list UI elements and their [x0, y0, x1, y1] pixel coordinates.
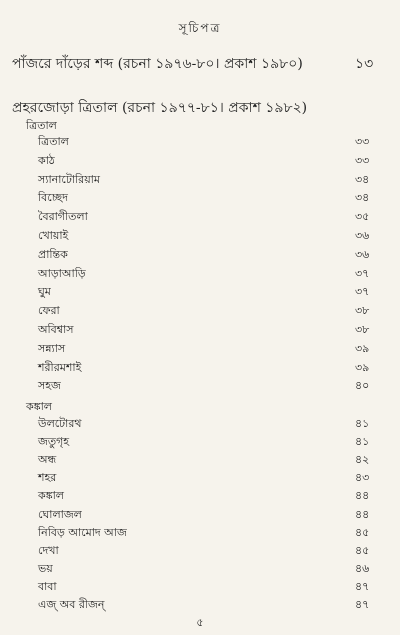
page-number: ৪৫: [355, 525, 370, 539]
page-number: ৩৮: [355, 304, 370, 318]
page-number: ৩৬: [355, 247, 370, 261]
entry-title: সহজ: [38, 379, 61, 393]
page-number: ৩৭: [355, 285, 370, 299]
page-number: ৩৯: [355, 341, 370, 355]
entry-title: অন্ধ: [38, 453, 57, 467]
entry-title: অবিশ্বাস: [38, 323, 74, 336]
book-title: পাঁজরে দাঁড়ের শব্দ (রচনা ১৯৭৬-৮০। প্রকাশ ১৯৮০): [12, 56, 303, 72]
page-number: ৪২: [355, 453, 370, 467]
page-number: ৪৪: [355, 489, 370, 503]
page-number: ৩৯: [355, 360, 370, 374]
book-title: প্রহরজোড়া ত্রিতাল (রচনা ১৯৭৭-৮১। প্রকাশ ১৯৮২): [12, 100, 308, 116]
entry-title: প্রান্তিক: [38, 247, 68, 261]
entry-title: উলটোরথ: [38, 417, 82, 430]
page-number: ৪৫: [355, 543, 370, 557]
page-number: ৪৭: [355, 579, 370, 593]
section-title: ত্রিতাল: [26, 119, 57, 132]
entry-title: শরীরমশাই: [38, 360, 82, 374]
entry-title: সন্ন্যাস: [38, 341, 66, 355]
section-title: কঙ্কাল: [26, 400, 52, 413]
page-number: ৪০: [355, 379, 370, 393]
page-number: ৪৭: [355, 598, 370, 611]
entry-title: ভয়: [38, 561, 53, 575]
page-number: ৩৪: [355, 191, 370, 205]
entry-title: এজ্ অব রীজন্: [38, 598, 105, 611]
entry-title: কঙ্কাল: [38, 489, 64, 503]
entry-title: নিবিড় আমোদ আজ: [38, 525, 127, 539]
entry-title: ফেরা: [38, 304, 60, 318]
footer-page-number: ৫: [196, 616, 204, 629]
page-number: ৪৪: [355, 507, 370, 521]
entry-title: আড়াআড়ি: [38, 266, 86, 280]
page-number: ৪৬: [355, 561, 370, 575]
page-number: ৩৩: [355, 153, 370, 167]
entry-title: বৈরাগীতলা: [38, 210, 88, 224]
entry-title: ঘোলাজল: [38, 507, 82, 521]
page-number: ৩৫: [355, 210, 370, 224]
entry-title: বাবা: [38, 579, 57, 593]
page-heading: সূচিপত্র: [178, 21, 222, 35]
entry-title: ঘুম: [38, 285, 51, 299]
page-number: ৩৬: [355, 229, 370, 242]
page-number: ৪১: [355, 417, 370, 430]
page-number: ৩৩: [355, 135, 370, 148]
entry-title: দেখা: [38, 543, 59, 557]
page-number: ১৩: [355, 56, 374, 72]
entry-title: ত্রিতাল: [38, 135, 69, 148]
entry-title: স্যানাটোরিয়াম: [38, 172, 100, 186]
page-number: ৪১: [355, 435, 370, 449]
entry-title: কাঠ: [38, 153, 55, 167]
entry-title: খোয়াই: [38, 229, 69, 242]
entry-title: বিচ্ছেদ: [38, 191, 68, 205]
entry-title: শহর: [38, 471, 57, 485]
page-number: ৩৮: [355, 323, 370, 336]
page-number: ৩৪: [355, 172, 370, 186]
entry-title: জতুগৃহ: [38, 435, 70, 449]
page-number: ৪৩: [355, 471, 370, 485]
page-number: ৩৭: [355, 266, 370, 280]
